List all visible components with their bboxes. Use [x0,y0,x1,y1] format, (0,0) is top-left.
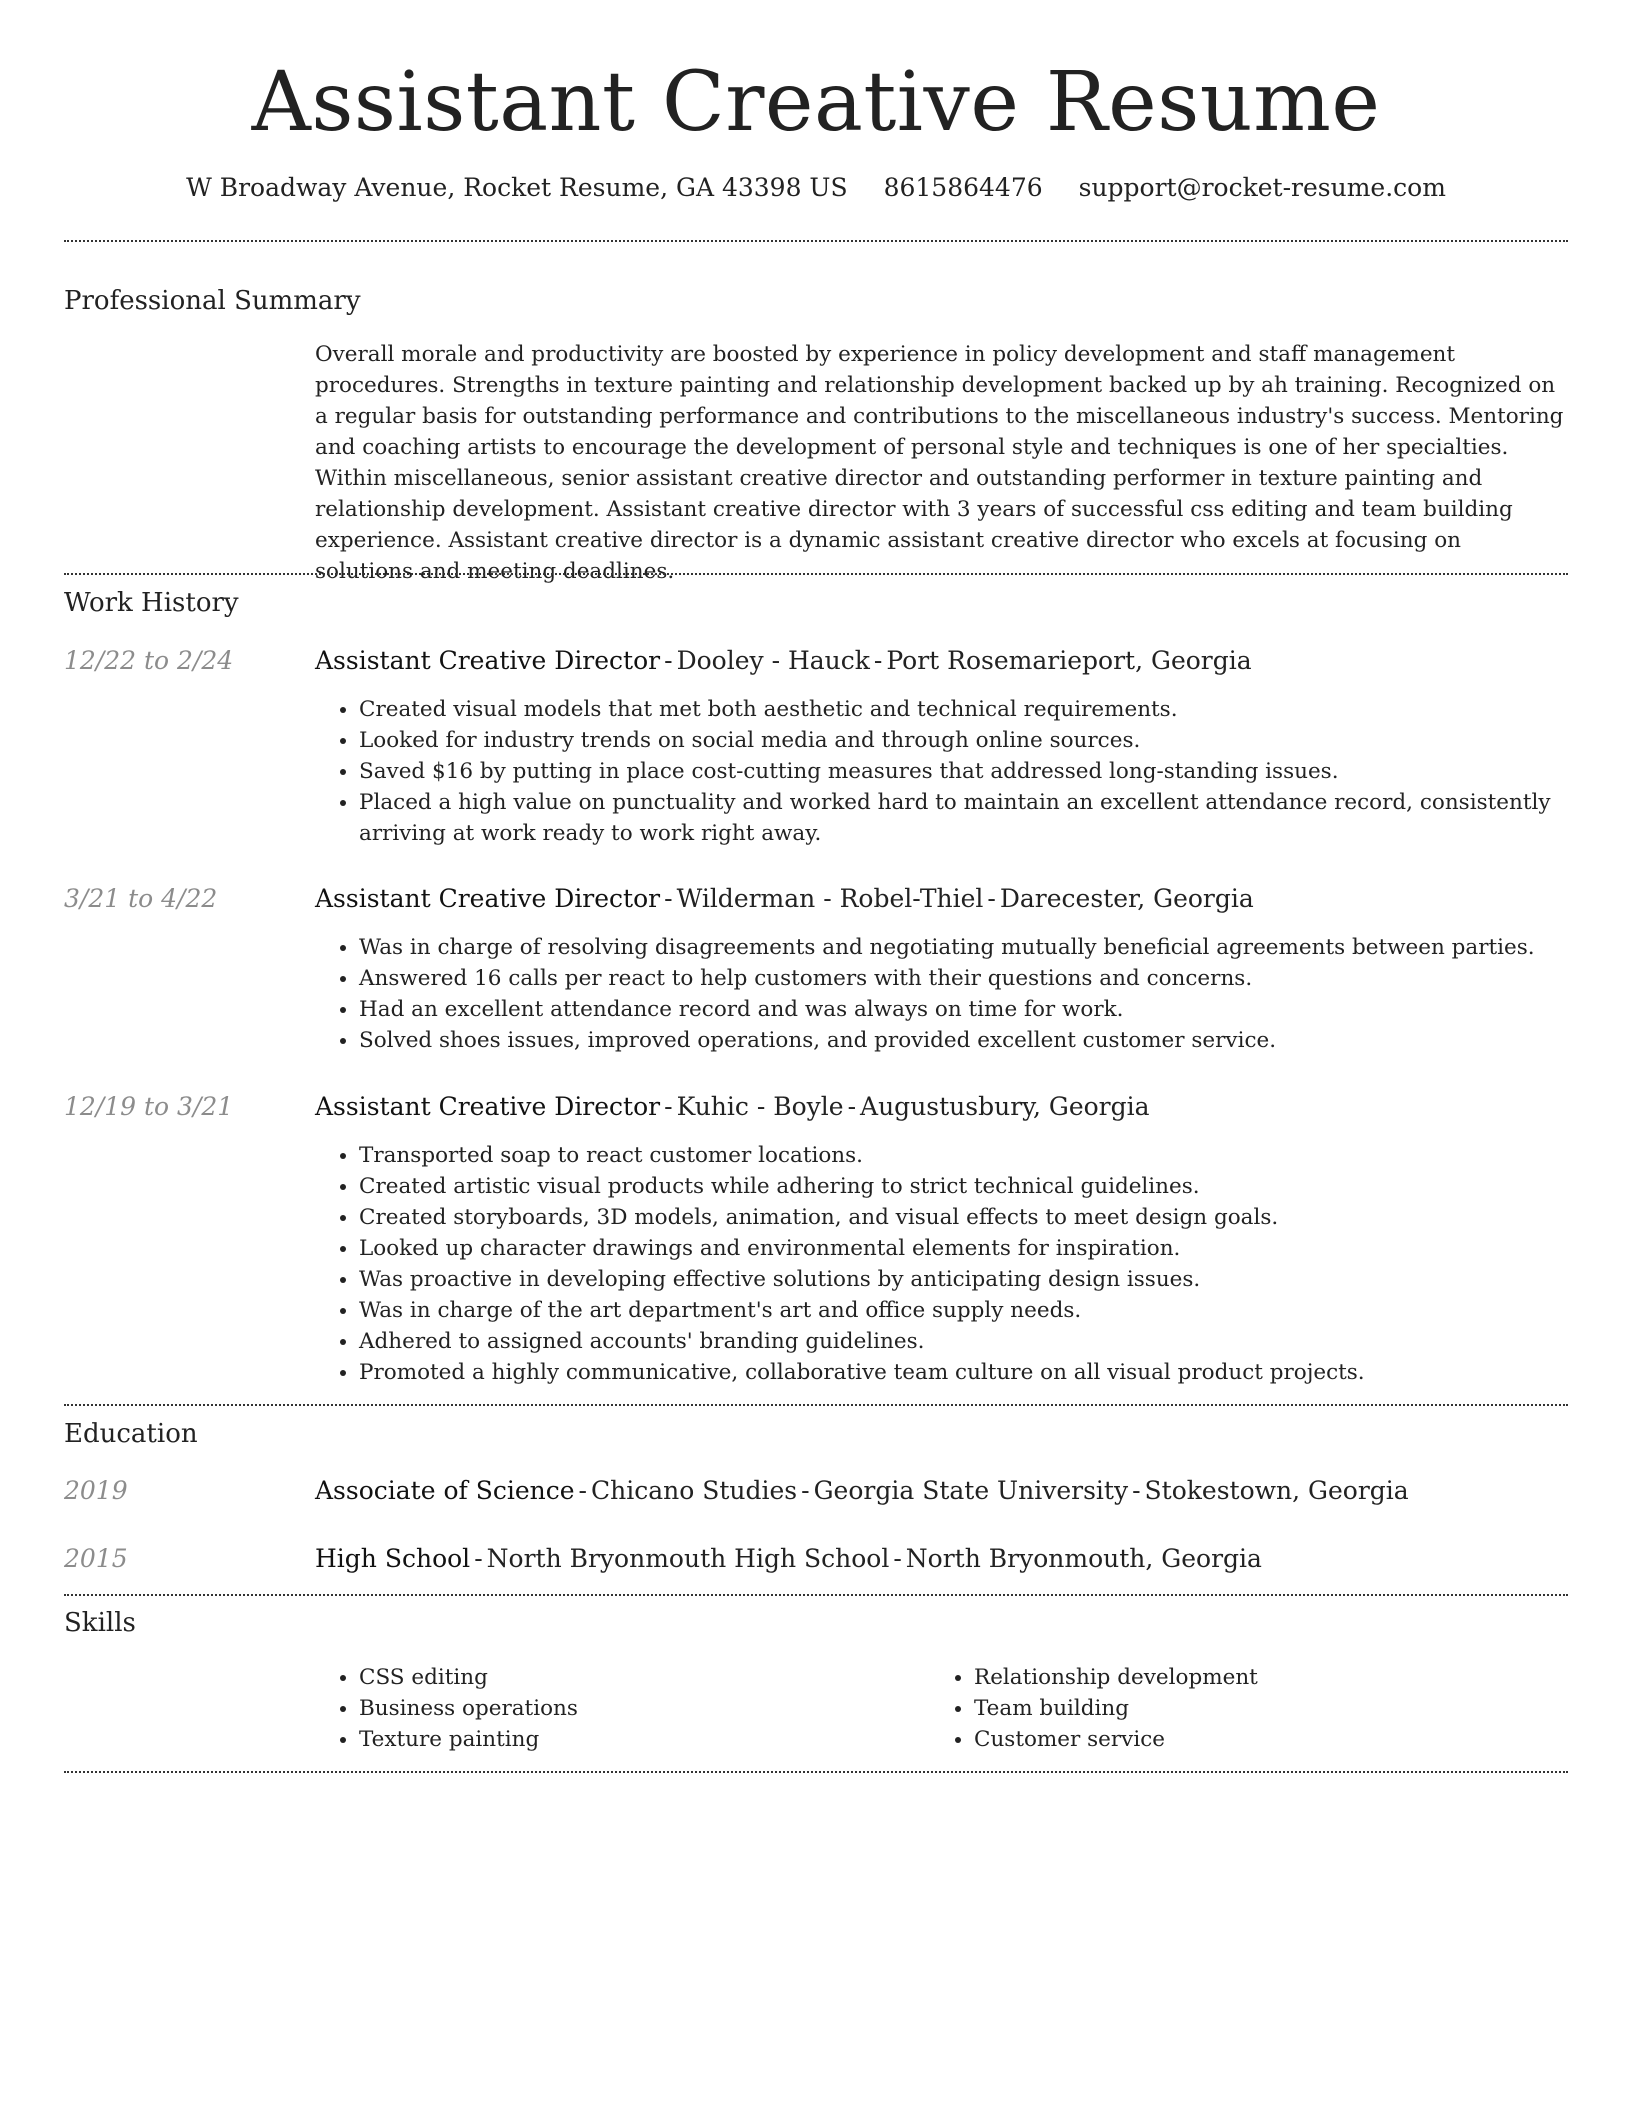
job-heading: Assistant Creative Director - Kuhic - Boyle - Augustusbury, Georgia [315,1092,1150,1121]
job-dates: 3/21 to 4/22 [64,884,218,913]
job-dates: 12/19 to 3/21 [64,1092,234,1121]
list-item: • Looked for industry trends on social media and through online sources. [359,725,1568,756]
skill-item: • CSS editing [359,1662,875,1693]
education-degree: High School [315,1544,471,1573]
skills-list-left [315,1662,875,1755]
contact-address: W Broadway Avenue, Rocket Resume, GA 43398 US [186,173,848,202]
education-heading: Associate of Science - Chicano Studies - Georgia State University - Stokestown, Georgia [315,1476,1409,1505]
divider [64,240,1568,242]
section-title-summary: Professional Summary [64,286,361,316]
skill-item: • Team building [974,1693,1490,1724]
list-item: • Saved $16 by putting in place cost-cutting measures that addressed long-standing issues. [359,756,1568,787]
education-year: 2019 [64,1476,128,1505]
section-title-skills: Skills [64,1608,136,1638]
job-location: Port Rosemarieport, Georgia [886,646,1252,675]
education-year: 2015 [64,1544,128,1573]
list-item: • Was in charge of the art department's art and office supply needs. [359,1295,1568,1326]
list-item: • Was proactive in developing effective solutions by anticipating design issues. [359,1264,1568,1295]
list-item: • Created visual models that met both aesthetic and technical requirements. [359,694,1568,725]
job-company: Dooley - Hauck [676,646,870,675]
job-company: Kuhic - Boyle [676,1092,844,1121]
education-degree: Associate of Science [315,1476,575,1505]
job-bullets [315,932,1568,1056]
divider [64,573,1568,575]
list-item: • Transported soap to react customer locations. [359,1140,1568,1171]
list-item: • Created artistic visual products while adhering to strict technical guidelines. [359,1171,1568,1202]
contact-email: support@rocket-resume.com [1078,173,1446,202]
list-item: • Was in charge of resolving disagreements and negotiating mutually beneficial agreements between parties. [359,932,1568,963]
resume-title: Assistant Creative Resume [251,55,1381,150]
contact-line [64,170,1568,206]
divider [64,1771,1568,1773]
list-item: • Adhered to assigned accounts' branding guidelines. [359,1326,1568,1357]
skill-item: • Relationship development [974,1662,1490,1693]
education-field: Chicano Studies [590,1476,798,1505]
divider [64,1404,1568,1406]
education-location: North Bryonmouth, Georgia [905,1544,1262,1573]
education-school: North Bryonmouth High School [486,1544,890,1573]
job-heading: Assistant Creative Director - Dooley - Hauck - Port Rosemarieport, Georgia [315,646,1252,675]
job-bullets [315,1140,1568,1388]
skills-list-right [930,1662,1490,1755]
divider [64,1594,1568,1596]
list-item: • Promoted a highly communicative, collaborative team culture on all visual product projects. [359,1357,1568,1388]
education-location: Stokestown, Georgia [1144,1476,1409,1505]
job-dates: 12/22 to 2/24 [64,646,234,675]
job-position: Assistant Creative Director [315,1092,661,1121]
education-heading: High School - North Bryonmouth High School - North Bryonmouth, Georgia [315,1544,1262,1573]
job-location: Augustusbury, Georgia [860,1092,1150,1121]
list-item: • Looked up character drawings and environmental elements for inspiration. [359,1233,1568,1264]
section-title-education: Education [64,1419,198,1449]
job-position: Assistant Creative Director [315,884,661,913]
summary-text: Overall morale and productivity are boosted by experience in policy development and staff management procedures. Strengths in texture painting and relationship development backed up by ah training. Recognized on a regular basis for outstanding performance and contributions to the miscellaneous industry's success. Mentoring and coaching artists to encourage the development of personal style and techniques is one of her specialties. Within miscellaneous, senior assistant creative director and outstanding performer in texture painting and relationship development. Assistant creative director with 3 years of successful css editing and team building experience. Assistant creative director is a dynamic assistant creative director who excels at focusing on solutions and meeting deadlines. [315,342,1564,584]
section-title-work: Work History [64,588,239,618]
list-item: • Had an excellent attendance record and was always on time for work. [359,994,1568,1025]
skill-item: • Customer service [974,1724,1490,1755]
list-item: • Placed a high value on punctuality and worked hard to maintain an excellent attendance record, consistently arriving at work ready to work right away. [359,787,1568,849]
education-school: Georgia State University [813,1476,1129,1505]
contact-phone: 8615864476 [883,173,1043,202]
list-item: • Created storyboards, 3D models, animation, and visual effects to meet design goals. [359,1202,1568,1233]
job-heading: Assistant Creative Director - Wilderman - Robel-Thiel - Darecester, Georgia [315,884,1254,913]
job-location: Darecester, Georgia [999,884,1254,913]
job-position: Assistant Creative Director [315,646,661,675]
list-item: • Solved shoes issues, improved operations, and provided excellent customer service. [359,1025,1568,1056]
skill-item: • Business operations [359,1693,875,1724]
skill-item: • Texture painting [359,1724,875,1755]
list-item: • Answered 16 calls per react to help customers with their questions and concerns. [359,963,1568,994]
job-bullets [315,694,1568,849]
job-company: Wilderman - Robel-Thiel [676,884,984,913]
